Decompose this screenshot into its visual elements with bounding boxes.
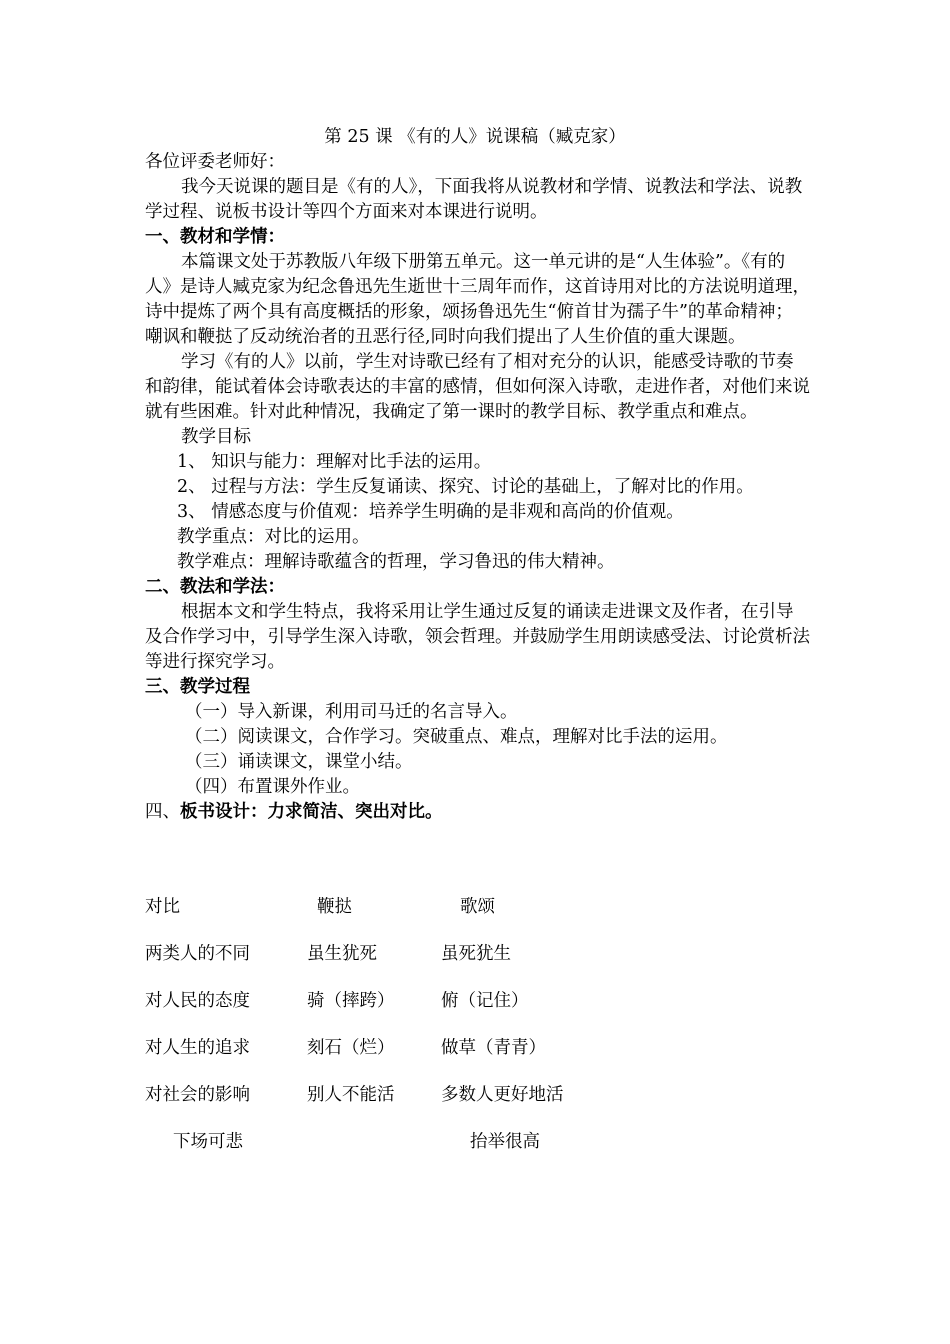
board-cell: 俯（记住） xyxy=(441,991,529,1011)
board-header-row xyxy=(145,894,705,941)
section-2-paragraph: 根据本文和学生特点，我将采用让学生通过反复的诵读走进课文及作者，在引导及合作学习中，引导学生深入诗歌，领会哲理。并鼓励学生用朗读感受法、讨论赏析法等进行探究学习。 xyxy=(145,602,810,672)
goal-item: 2、 过程与方法：学生反复诵读、探究、讨论的基础上，了解对比的作用。 xyxy=(177,477,754,497)
section-3-heading: 三、教学过程 xyxy=(145,677,250,697)
board-cell: 对人生的追求 xyxy=(145,1038,250,1058)
board-row xyxy=(145,1035,705,1082)
board-cell: 刻石（烂） xyxy=(307,1038,395,1058)
key-point: 教学重点：对比的运用。 xyxy=(177,527,370,547)
section-1-paragraph-1: 本篇课文处于苏教版八年级下册第五单元。这一单元讲的是“人生体验”。《有的人》是诗人臧克家为纪念鲁迅先生逝世十三周年而作，这首诗用对比的方法说明道理，诗中提炼了两个具有高度概括的形象，颂扬鲁迅先生“俯首甘为孺子牛”的革命精神；嘲讽和鞭挞了反动统治者的丑恶行径,同时向我们提出了人生价值的重大课题。 xyxy=(145,252,810,347)
board-cell: 多数人更好地活 xyxy=(441,1085,564,1105)
board-cell: 做草（青青） xyxy=(441,1038,546,1058)
board-cell: 骑（摔跨） xyxy=(307,991,395,1011)
intro-paragraph: 我今天说课的题目是《有的人》，下面我将从说教材和学情、说教法和学法、说教学过程、说板书设计等四个方面来对本课进行说明。 xyxy=(145,177,803,222)
board-row xyxy=(145,941,705,988)
goals-title: 教学目标 xyxy=(181,427,251,447)
section-4-heading-text: 板书设计：力求简洁、突出对比。 xyxy=(180,802,443,822)
board-cell: 虽生犹死 xyxy=(307,944,377,964)
process-step: （一）导入新课，利用司马迁的名言导入。 xyxy=(185,702,518,722)
difficulty-point: 教学难点：理解诗歌蕴含的哲理，学习鲁迅的伟大精神。 xyxy=(177,552,615,572)
greeting: 各位评委老师好： xyxy=(145,152,285,172)
section-2-heading: 二、教法和学法： xyxy=(145,577,285,597)
board-row xyxy=(145,1082,705,1129)
board-header-cell: 对比 xyxy=(145,897,180,917)
section-1-paragraph-2: 学习《有的人》以前，学生对诗歌已经有了相对充分的认识，能感受诗歌的节奏和韵律，能试着体会诗歌表达的丰富的感情，但如何深入诗歌，走进作者，对他们来说就有些困难。针对此种情况，我确定了第一课时的教学目标、教学重点和难点。 xyxy=(145,352,810,422)
board-cell: 别人不能活 xyxy=(307,1085,395,1105)
document-body xyxy=(145,150,810,825)
process-step: （三）诵读课文，课堂小结。 xyxy=(185,752,413,772)
board-outcome-row xyxy=(145,1129,705,1159)
board-outcome: 下场可悲 xyxy=(173,1132,243,1152)
document-title: 第 25 课 《有的人》说课稿（臧克家） xyxy=(324,127,626,147)
board-row xyxy=(145,988,705,1035)
blackboard-design xyxy=(145,894,705,1159)
board-header-cell: 歌颂 xyxy=(460,897,495,917)
section-1-heading: 一、教材和学情： xyxy=(145,227,285,247)
section-4-heading xyxy=(145,800,810,825)
goal-item: 1、 知识与能力：理解对比手法的运用。 xyxy=(177,452,492,472)
board-cell: 虽死犹生 xyxy=(441,944,511,964)
board-cell: 对社会的影响 xyxy=(145,1085,250,1105)
board-outcome: 抬举很高 xyxy=(470,1132,540,1152)
process-step: （四）布置课外作业。 xyxy=(185,777,360,797)
board-header-cell: 鞭挞 xyxy=(317,897,352,917)
goal-item: 3、 情感态度与价值观：培养学生明确的是非观和高尚的价值观。 xyxy=(177,502,684,522)
board-cell: 对人民的态度 xyxy=(145,991,250,1011)
board-cell: 两类人的不同 xyxy=(145,944,250,964)
process-step: （二）阅读课文，合作学习。突破重点、难点，理解对比手法的运用。 xyxy=(185,727,728,747)
section-4-heading-prefix: 四、 xyxy=(145,802,180,822)
